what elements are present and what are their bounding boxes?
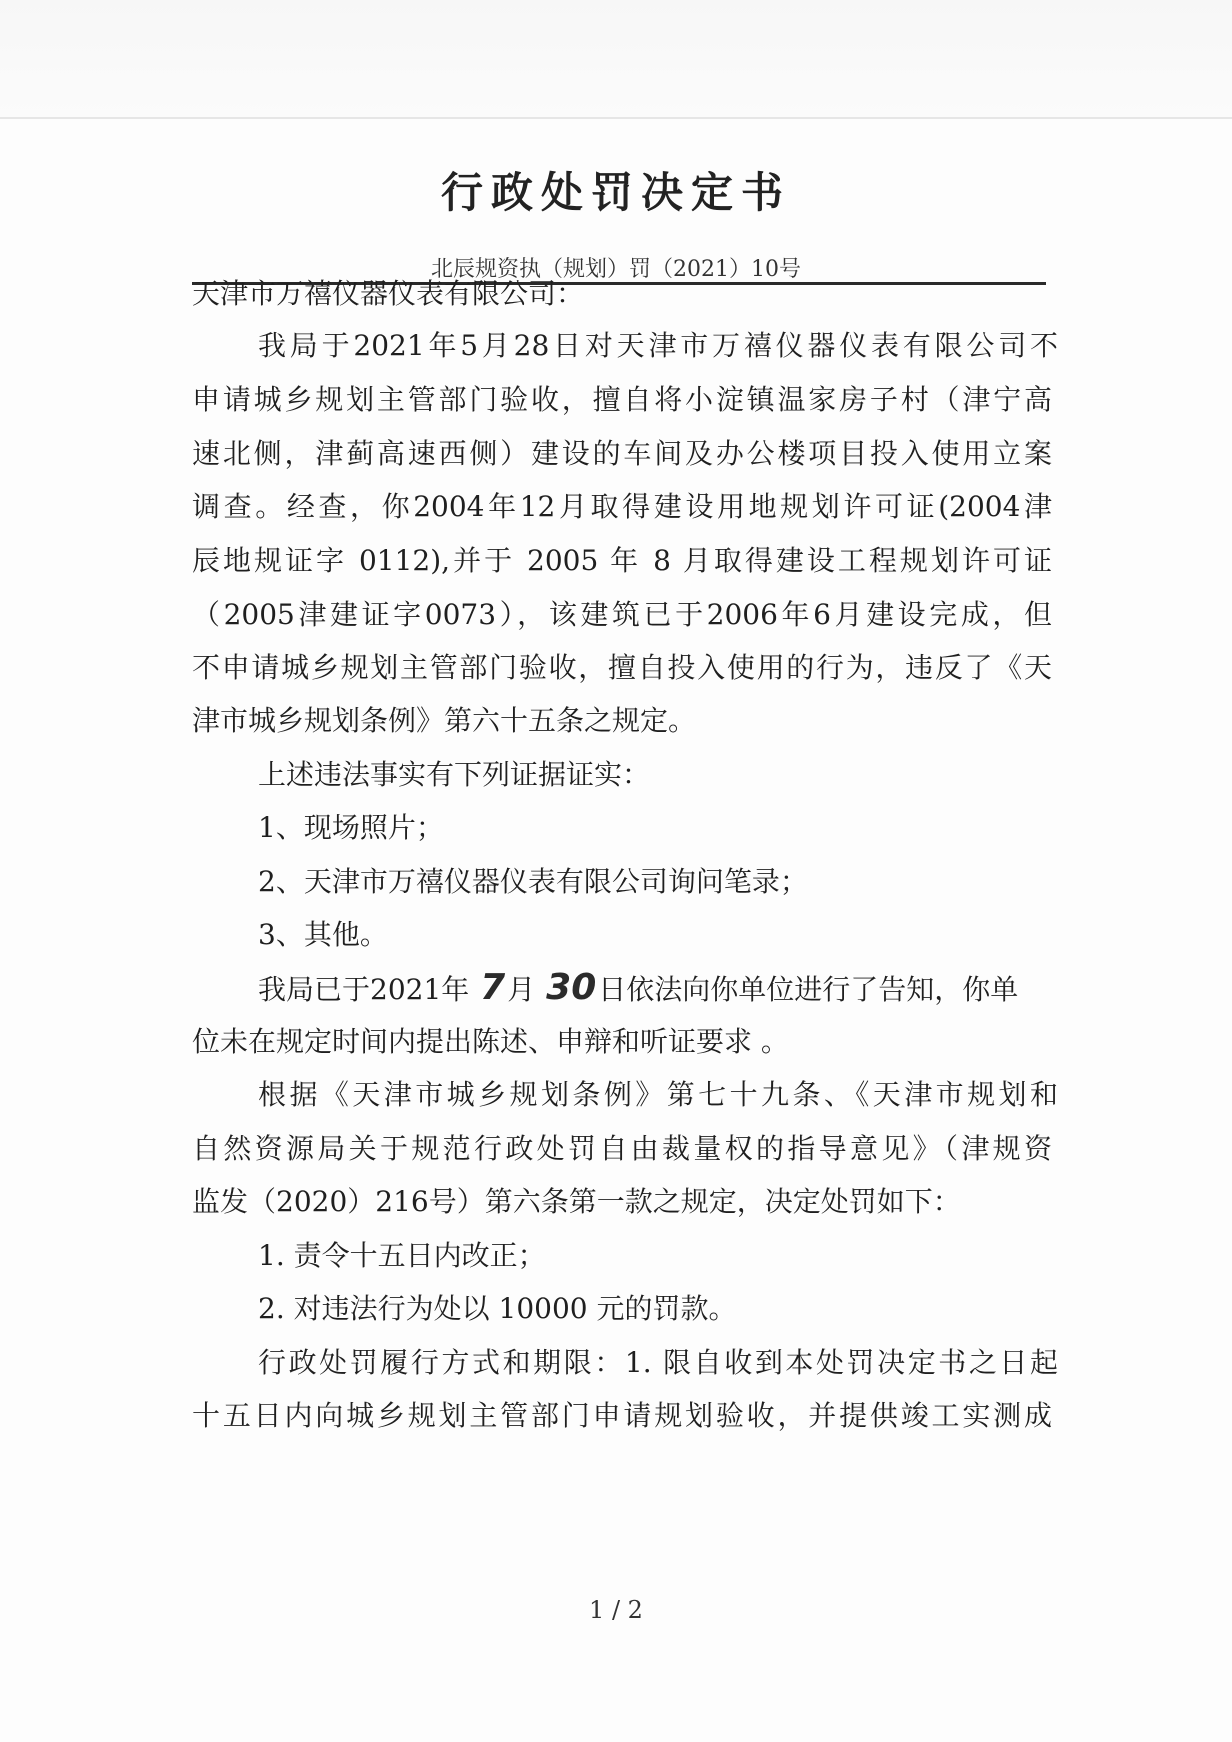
evidence-intro: 上述违法事实有下列证据证实：: [258, 758, 651, 791]
document-title: 行政处罚决定书: [440, 168, 791, 217]
para1-line-2: 申请城乡规划主管部门验收，擅自将小淀镇温家房子村（津宁高: [192, 383, 1052, 416]
notice-month-unit: 月: [507, 973, 536, 1006]
notice-line-2: 位未在规定时间内提出陈述、申辩和听证要求 。: [192, 1025, 789, 1058]
para1-line-4: 调查。经查，你2004年12月取得建设用地规划许可证(2004津: [192, 490, 1052, 523]
execution-line-1: 行政处罚履行方式和期限：1. 限自收到本处罚决定书之日起: [258, 1346, 1058, 1379]
addressee: 天津市万禧仪器仪表有限公司：: [192, 277, 585, 310]
notice-line-1: [258, 968, 1058, 1010]
document-number: 北辰规资执（规划）罚（2021）10号: [431, 257, 801, 282]
scan-margin: [0, 0, 1232, 118]
evidence-item-3: 3、其他。: [258, 918, 388, 951]
para1-line-6: （2005津建证字0073），该建筑已于2006年6月建设完成，但: [192, 598, 1052, 631]
handwritten-month: 7: [480, 967, 506, 1008]
notice-prefix: 我局已于2021年: [258, 973, 470, 1006]
para1-line-5: 辰地规证字 0112),并于 2005 年 8 月取得建设工程规划许可证: [192, 544, 1052, 577]
basis-line-1: 根据《天津市城乡规划条例》第七十九条、《天津市规划和: [258, 1078, 1058, 1111]
penalty-item-1: 1. 责令十五日内改正；: [258, 1239, 546, 1272]
notice-suffix: 日依法向你单位进行了告知，你单: [598, 973, 1019, 1006]
basis-line-2: 自然资源局关于规范行政处罚自由裁量权的指导意见》（津规资: [192, 1132, 1052, 1165]
penalty-item-2: 2. 对违法行为处以 10000 元的罚款。: [258, 1292, 737, 1325]
scan-divider: [0, 117, 1232, 119]
para1-line-1: 我局于2021年5月28日对天津市万禧仪器仪表有限公司不: [258, 329, 1058, 362]
para1-line-7: 不申请城乡规划主管部门验收，擅自投入使用的行为，违反了《天: [192, 651, 1052, 684]
basis-line-3: 监发（2020）216号）第六条第一款之规定，决定处罚如下：: [192, 1185, 961, 1218]
para1-line-8: 津市城乡规划条例》第六十五条之规定。: [192, 704, 697, 737]
handwritten-day: 30: [546, 967, 597, 1008]
evidence-item-1: 1、现场照片；: [258, 811, 444, 844]
para1-line-3: 速北侧，津蓟高速西侧）建设的车间及办公楼项目投入使用立案: [192, 437, 1052, 470]
execution-line-2: 十五日内向城乡规划主管部门申请规划验收，并提供竣工实测成: [192, 1399, 1052, 1432]
evidence-item-2: 2、天津市万禧仪器仪表有限公司询问笔录；: [258, 865, 808, 898]
page-number: 1 / 2: [589, 1596, 643, 1624]
